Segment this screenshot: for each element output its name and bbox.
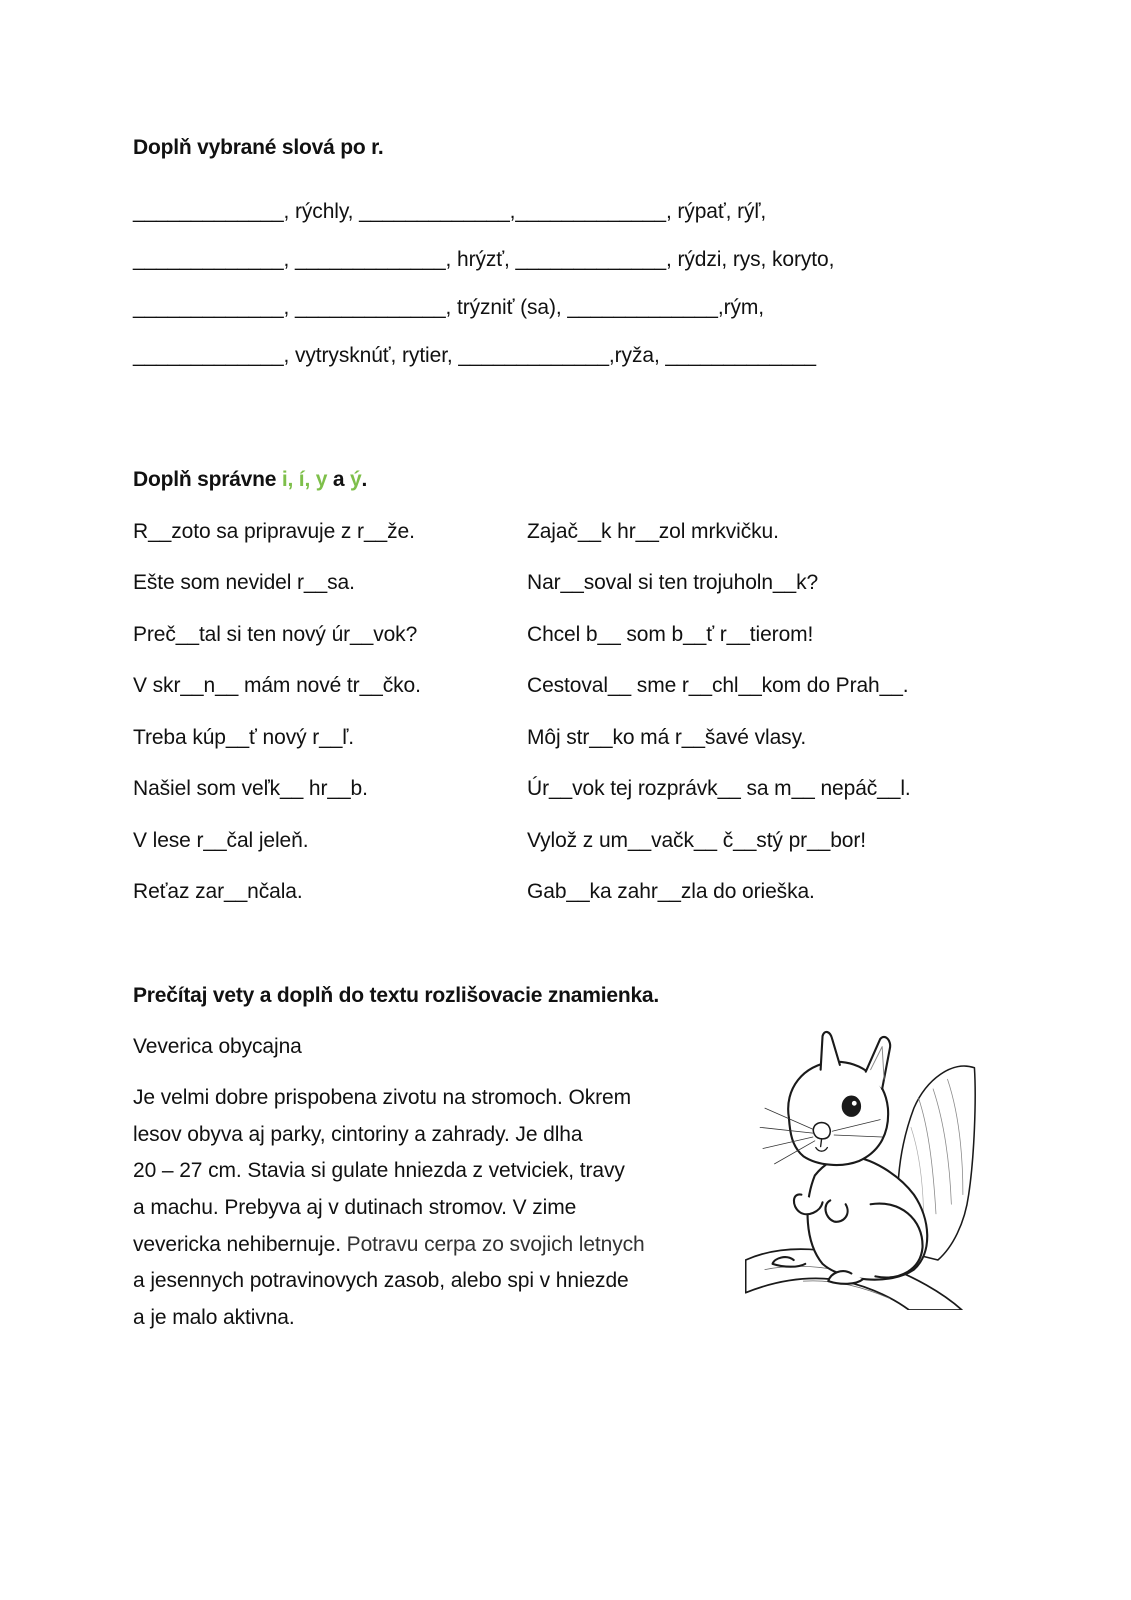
fill-line-3: _____________, _____________, trýzniť (sa), _____________,rým, [133,296,764,319]
exercise-left-5: Treba kúp__ť nový r__ľ. [133,726,355,749]
exercise-right-5: Môj str__ko má r__šavé vlasy. [527,726,807,749]
exercise-left-1: R__zoto sa pripravuje z r__že. [133,520,415,543]
exercise-right-8: Gab__ka zahr__zla do orieška. [527,880,815,903]
heading-suffix: . [361,468,368,491]
heading-prefix: Doplň správne [133,468,282,491]
paragraph-line-5-part2: Potravu cerpa zo svojich letnych [346,1233,645,1256]
fill-line-4: _____________, vytrysknúť, rytier, _____________,ryža, _____________ [133,344,816,367]
exercise-right-4: Cestoval__ sme r__chl__kom do Prah__. [527,674,909,697]
paragraph-line-6: a jesennych potravinovych zasob, alebo spi v hniezde [133,1269,629,1292]
exercise-left-4: V skr__n__ mám nové tr__čko. [133,674,421,697]
exercise-right-6: Úr__vok tej rozprávk__ sa m__ nepáč__l. [527,777,911,800]
paragraph-line-2: lesov obyva aj parky, cintoriny a zahrady. Je dlha [133,1123,583,1146]
exercise-right-3: Chcel b__ som b__ť r__tierom! [527,623,814,646]
exercise-left-3: Preč__tal si ten nový úr__vok? [133,623,418,646]
section1-heading: Doplň vybrané slová po r. [133,136,384,159]
exercise-left-6: Našiel som veľk__ hr__b. [133,777,368,800]
exercise-right-2: Nar__soval si ten trojuholn__k? [527,571,819,594]
heading-letters-green: i, í, y [281,468,328,491]
paragraph-line-7: a je malo aktivna. [133,1306,295,1329]
text-title: Veverica obycajna [133,1035,302,1058]
exercise-left-8: Reťaz zar__nčala. [133,880,303,903]
exercise-right-7: Vylož z um__vačk__ č__stý pr__bor! [527,829,866,852]
paragraph-line-4: a machu. Prebyva aj v dutinach stromov. V zime [133,1196,577,1219]
fill-line-2: _____________, _____________, hrýzť, _____________, rýdzi, rys, koryto, [133,248,835,271]
fill-line-1: _____________, rýchly, _____________,_____________, rýpať, rýľ, [133,200,767,223]
squirrel-illustration-icon [745,1012,977,1310]
paragraph-line-1: Je velmi dobre prispobena zivotu na stromoch. Okrem [133,1086,631,1109]
section2-heading [133,468,367,492]
exercise-left-7: V lese r__čal jeleň. [133,829,309,852]
paragraph-line-3: 20 – 27 cm. Stavia si gulate hniezda z vetviciek, travy [133,1159,625,1182]
exercise-right-1: Zajač__k hr__zol mrkvičku. [527,520,779,543]
paragraph-line-5 [133,1233,645,1257]
heading-letter-green: ý [349,468,362,491]
section3-heading: Prečítaj vety a doplň do textu rozlišovacie znamienka. [133,984,660,1007]
paragraph-line-5-part1: vevericka nehibernuje. [133,1233,347,1256]
exercise-left-2: Ešte som nevidel r__sa. [133,571,355,594]
heading-mid: a [327,468,350,491]
